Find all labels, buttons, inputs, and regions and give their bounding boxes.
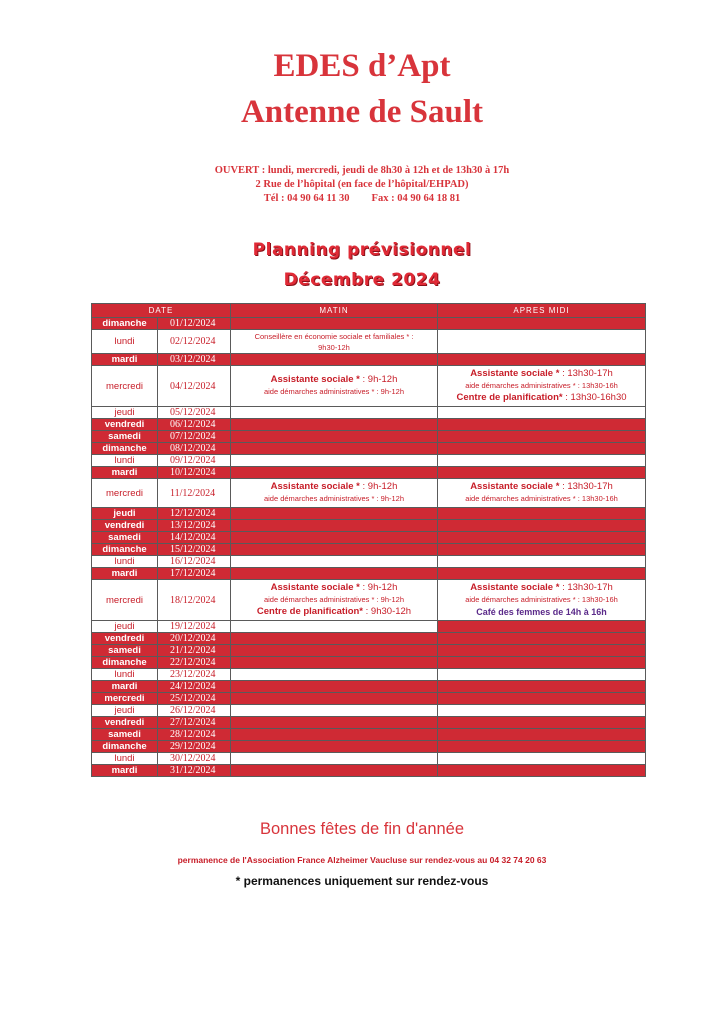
morning-slot [231,479,438,508]
afternoon-slot [438,556,646,568]
social-worker-label: Assistante sociale * [470,582,560,593]
morning-slot [231,568,438,580]
afternoon-slot [438,717,646,729]
morning-content [231,479,437,507]
date-cell: 27/12/2024 [158,717,231,729]
womens-cafe-line: Café des femmes de 14h à 16h [476,607,607,617]
afternoon-slot [438,753,646,765]
table-row [92,318,646,330]
social-worker-line [438,481,645,493]
table-row [92,669,646,681]
day-name: dimanche [92,318,158,330]
morning-slot [231,681,438,693]
morning-slot [231,633,438,645]
morning-slot [231,532,438,544]
day-name: samedi [92,532,158,544]
morning-slot [231,753,438,765]
morning-slot [231,741,438,753]
opening-hours: OUVERT : lundi, mercredi, jeudi de 8h30 à 12h et de 13h30 à 17h [214,165,510,176]
day-name: vendredi [92,520,158,532]
day-name: mardi [92,681,158,693]
organization-title: EDES d’Apt [273,48,451,84]
afternoon-slot [438,693,646,705]
table-row [92,645,646,657]
table-row [92,455,646,467]
morning-slot [231,508,438,520]
afternoon-slot [438,366,646,407]
date-cell: 31/12/2024 [158,765,231,777]
day-name: lundi [92,455,158,467]
admin-help-line: aide démarches administratives * : 13h30-16h [465,595,618,604]
table-header-row [92,304,646,318]
table-row [92,419,646,431]
date-cell: 13/12/2024 [158,520,231,532]
day-name: jeudi [92,621,158,633]
morning-slot [231,556,438,568]
afternoon-slot [438,568,646,580]
day-name: vendredi [92,633,158,645]
date-cell: 30/12/2024 [158,753,231,765]
afternoon-content [438,479,645,507]
admin-help-line: aide démarches administratives * : 13h30-16h [465,381,618,390]
table-row [92,633,646,645]
afternoon-content [438,580,645,620]
social-worker-line [231,582,437,594]
day-name: mardi [92,354,158,366]
morning-slot [231,443,438,455]
date-cell: 21/12/2024 [158,645,231,657]
afternoon-slot [438,431,646,443]
table-row [92,556,646,568]
day-name: samedi [92,645,158,657]
table-row [92,705,646,717]
table-row [92,681,646,693]
morning-slot [231,580,438,621]
table-row [92,330,646,354]
day-name: lundi [92,753,158,765]
planning-center-time: : 13h30-16h30 [562,392,627,403]
table-row [92,729,646,741]
date-cell: 12/12/2024 [158,508,231,520]
morning-slot [231,657,438,669]
planning-center-label: Centre de planification* [456,392,563,403]
morning-content [231,372,437,400]
table-row [92,508,646,520]
day-name: vendredi [92,717,158,729]
date-cell: 17/12/2024 [158,568,231,580]
address: 2 Rue de l’hôpital (en face de l’hôpital/EHPAD) [255,179,469,190]
table-row [92,532,646,544]
table-row [92,753,646,765]
morning-slot [231,407,438,419]
social-worker-line [231,481,437,493]
day-name: lundi [92,556,158,568]
morning-slot [231,717,438,729]
morning-slot [231,330,438,354]
branch-title: Antenne de Sault [240,94,484,130]
day-name: mardi [92,467,158,479]
table-row [92,407,646,419]
day-name: mardi [92,765,158,777]
social-worker-time: : 13h30-17h [559,481,613,492]
admin-help-line: aide démarches administratives * : 9h-12h [263,494,405,503]
morning-slot [231,520,438,532]
date-cell: 02/12/2024 [158,330,231,354]
date-cell: 05/12/2024 [158,407,231,419]
table-row [92,467,646,479]
planning-center-label: Centre de planification* [256,606,364,617]
date-cell: 08/12/2024 [158,443,231,455]
appointment-note: * permanences uniquement sur rendez-vous [235,874,489,888]
date-cell: 10/12/2024 [158,467,231,479]
planning-center-line [231,606,437,618]
afternoon-slot [438,741,646,753]
day-name: vendredi [92,419,158,431]
social-worker-label: Assistante sociale * [270,481,360,492]
day-name: jeudi [92,705,158,717]
day-name: dimanche [92,657,158,669]
afternoon-slot [438,532,646,544]
table-row [92,431,646,443]
table-row [92,717,646,729]
day-name: samedi [92,431,158,443]
morning-slot [231,419,438,431]
date-cell: 03/12/2024 [158,354,231,366]
table-row [92,765,646,777]
date-cell: 15/12/2024 [158,544,231,556]
afternoon-slot [438,657,646,669]
morning-slot [231,354,438,366]
day-name: jeudi [92,407,158,419]
afternoon-slot [438,544,646,556]
date-cell: 16/12/2024 [158,556,231,568]
social-worker-label: Assistante sociale * [270,582,360,593]
planning-month: Décembre 2024 [283,270,441,290]
social-worker-time: : 13h30-17h [559,582,613,593]
planning-center-time: : 9h30-12h [363,606,412,617]
afternoon-slot [438,520,646,532]
afternoon-slot [438,621,646,633]
date-cell: 28/12/2024 [158,729,231,741]
afternoon-slot [438,479,646,508]
day-name: mardi [92,568,158,580]
day-name: lundi [92,330,158,354]
counselor-appointment: Conseillère en économie sociale et familiales * : 9h30-12h [254,331,414,352]
day-name: samedi [92,729,158,741]
afternoon-slot [438,443,646,455]
morning-slot [231,669,438,681]
table-row [92,741,646,753]
morning-slot [231,431,438,443]
social-worker-time: : 9h-12h [359,582,398,593]
afternoon-slot [438,318,646,330]
day-name: mercredi [92,366,158,407]
afternoon-slot [438,407,646,419]
table-row [92,520,646,532]
morning-slot [231,693,438,705]
afternoon-slot [438,580,646,621]
day-name: mercredi [92,693,158,705]
afternoon-slot [438,467,646,479]
admin-help-line: aide démarches administratives * : 9h-12h [263,595,405,604]
morning-slot [231,645,438,657]
table-row [92,479,646,508]
planning-center-line [438,392,645,404]
morning-slot [231,455,438,467]
morning-slot [231,544,438,556]
morning-content [231,580,437,620]
date-cell: 20/12/2024 [158,633,231,645]
afternoon-content [438,366,645,406]
social-worker-label: Assistante sociale * [270,374,360,385]
day-name: jeudi [92,508,158,520]
social-worker-time: : 9h-12h [359,481,398,492]
date-cell: 14/12/2024 [158,532,231,544]
table-row [92,354,646,366]
alzheimer-note: permanence de l'Association France Alzheimer Vaucluse sur rendez-vous au 04 32 74 20 63 [177,855,547,865]
afternoon-slot [438,633,646,645]
afternoon-slot [438,330,646,354]
planning-title: Planning prévisionnel [252,240,472,260]
afternoon-slot [438,765,646,777]
table-row [92,657,646,669]
day-name: lundi [92,669,158,681]
social-worker-line [438,368,645,380]
social-worker-time: : 13h30-17h [559,368,613,379]
social-worker-label: Assistante sociale * [470,368,560,379]
afternoon-slot [438,705,646,717]
date-cell: 19/12/2024 [158,621,231,633]
table-row [92,693,646,705]
date-cell: 29/12/2024 [158,741,231,753]
day-name: mercredi [92,479,158,508]
social-worker-line [438,582,645,594]
date-cell: 25/12/2024 [158,693,231,705]
season-greeting: Bonnes fêtes de fin d'année [259,820,465,838]
date-cell: 24/12/2024 [158,681,231,693]
afternoon-slot [438,419,646,431]
morning-slot [231,705,438,717]
morning-slot [231,366,438,407]
morning-slot [231,621,438,633]
afternoon-slot [438,455,646,467]
date-cell: 07/12/2024 [158,431,231,443]
morning-slot [231,467,438,479]
schedule-table [91,303,646,777]
admin-help-line: aide démarches administratives * : 9h-12h [263,387,405,396]
date-cell: 09/12/2024 [158,455,231,467]
afternoon-slot [438,681,646,693]
header-date: DATE [92,304,231,318]
date-cell: 26/12/2024 [158,705,231,717]
date-cell: 06/12/2024 [158,419,231,431]
table-row [92,443,646,455]
day-name: dimanche [92,741,158,753]
table-row [92,580,646,621]
social-worker-time: : 9h-12h [359,374,398,385]
day-name: dimanche [92,443,158,455]
morning-slot [231,729,438,741]
date-cell: 22/12/2024 [158,657,231,669]
afternoon-slot [438,354,646,366]
table-row [92,568,646,580]
table-row [92,366,646,407]
date-cell: 04/12/2024 [158,366,231,407]
phone-number: Tél : 04 90 64 11 30 [263,193,350,204]
table-row [92,621,646,633]
header-matin: MATIN [231,304,438,318]
date-cell: 01/12/2024 [158,318,231,330]
afternoon-slot [438,669,646,681]
day-name: dimanche [92,544,158,556]
header-apres-midi: APRES MIDI [438,304,646,318]
afternoon-slot [438,729,646,741]
date-cell: 11/12/2024 [158,479,231,508]
afternoon-slot [438,645,646,657]
social-worker-label: Assistante sociale * [470,481,560,492]
admin-help-line: aide démarches administratives * : 13h30-16h [465,494,618,503]
date-cell: 18/12/2024 [158,580,231,621]
morning-slot [231,765,438,777]
day-name: mercredi [92,580,158,621]
date-cell: 23/12/2024 [158,669,231,681]
afternoon-slot [438,508,646,520]
fax-number: Fax : 04 90 64 18 81 [371,193,461,204]
social-worker-line [231,374,437,386]
morning-slot [231,318,438,330]
contact-line [0,192,724,206]
table-row [92,544,646,556]
